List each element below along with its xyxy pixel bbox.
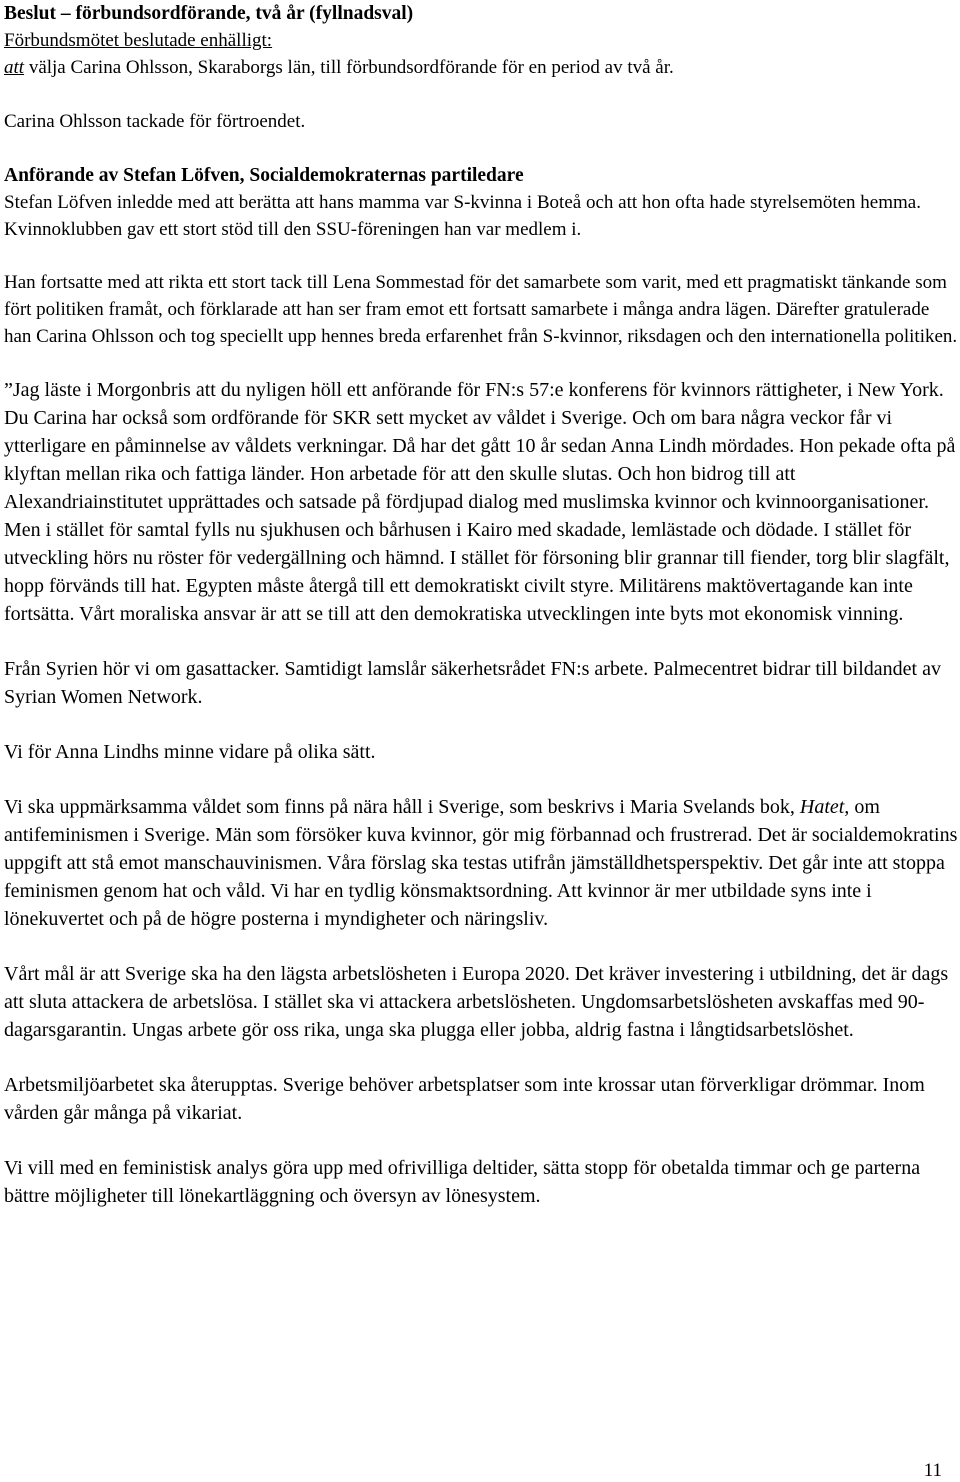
speech-quote-para-5: Vårt mål är att Sverige ska ha den lägsta arbetslösheten i Europa 2020. Det kräver investering i utbildning, det är dags att sluta attackera de arbetslösa. I stället ska vi attackera arbetslösheten. Ungdomsarbetslösheten avskaffas med 90-dagarsgarantin. Ungas arbete gör oss rika, unga ska plugga eller jobba, aldrig fastna i långtidsarbetslöshet. (4, 963, 949, 1041)
att-word: att (4, 57, 25, 78)
document-page (4, 0, 958, 1210)
para-4-end: om antifeminismen i Sverige. Män som försöker kuva kvinnor, gör mig förbannad och frustrerad. Det är socialdemokratins uppgift att stå emot manschauvinismen. Våra förslag ska testas utifrån jämställdhetsperspektiv. Det går inte att stoppa feminismen genom hat och våld. Vi har en tydlig könsmaktsordning. Att kvinnor är mer utbildade syns inte i lönekuvertet och på de högre posterna i myndigheter och näringsliv. (4, 796, 958, 930)
speech-quote-para-6: Arbetsmiljöarbetet ska återupptas. Sverige behöver arbetsplatser som inte krossar utan förverkligar drömmar. Inom vården går många på vikariat. (4, 1074, 925, 1124)
section-heading-decision: Beslut – förbundsordförande, två år (fyllnadsval) (4, 3, 414, 24)
book-title: Hatet, (799, 796, 850, 818)
speech-quote-para-4 (4, 793, 958, 933)
speech-quote-para-2: Från Syrien hör vi om gasattacker. Samtidigt lamslår säkerhetsrådet FN:s arbete. Palmecentret bidrar till bildandet av Syrian Women Network. (4, 658, 941, 708)
decision-body: välja Carina Ohlsson, Skaraborgs län, till förbundsordförande för en period av två år. (24, 57, 674, 78)
speech-summary-para-2: Han fortsatte med att rikta ett stort tack till Lena Sommestad för det samarbete som varit, med ett pragmatiskt tänkande som fört politiken framåt, och förklarade att han ser fram emot ett fortsatt samarbete i många andra lägen. Därefter gratulerade han Carina Ohlsson och tog speciellt upp hennes breda erfarenhet från S-kvinnor, riksdagen och den internationella politiken. (4, 272, 958, 347)
decision-text (4, 54, 958, 81)
speech-quote-para-7: Vi vill med en feministisk analys göra upp med ofrivilliga deltider, sätta stopp för obetalda timmar och ge parterna bättre möjligheter till lönekartläggning och översyn av lönesystem. (4, 1157, 921, 1207)
thanks-line: Carina Ohlsson tackade för förtroendet. (4, 111, 306, 132)
para-4-start: Vi ska uppmärksamma våldet som finns på nära håll i Sverige, som beskrivs i Maria Svelands bok, (4, 796, 800, 818)
speech-quote-para-1: ”Jag läste i Morgonbris att du nyligen höll ett anförande för FN:s 57:e konferens för kvinnors rättigheter, i New York. Du Carina har också som ordförande för SKR sett mycket av våldet i Sverige. Och om bara några veckor får vi ytterligare en påminnelse av våldets verkningar. Då har det gått 10 år sedan Anna Lindh mördades. Hon pekade ofta på klyftan mellan rika och fattiga länder. Hon arbetade för att den skulle slutas. Och hon bidrog till att Alexandriainstitutet upprättades och satsade på fördjupad dialog med muslimska kvinnor och kvinnoorganisationer. Men i stället för samtal fylls nu sjukhusen och bårhusen i Kairo med skadade, lemlästade och dödade. I stället för utveckling hörs nu röster för vedergällning och hämnd. I stället för försoning blir grannar till fiender, torg blir slagfält, hopp förvänds till hat. Egypten måste återgå till ett demokratiskt civilt styre. Militärens maktövertagande kan inte fortsätta. Vårt moraliska ansvar är att se till att den demokratiska utvecklingen inte byts mot ekonomisk vinning. (4, 379, 956, 625)
speech-summary-para-1: Stefan Löfven inledde med att berätta att hans mamma var S-kvinna i Boteå och att hon ofta hade styrelsemöten hemma. Kvinnoklubben gav ett stort stöd till den SSU-föreningen han var medlem i. (4, 192, 921, 240)
speech-quote-para-3: Vi för Anna Lindhs minne vidare på olika sätt. (4, 741, 376, 763)
decision-intro: Förbundsmötet beslutade enhälligt: (4, 30, 273, 51)
section-heading-speech: Anförande av Stefan Löfven, Socialdemokraternas partiledare (4, 165, 524, 186)
page-number: 11 (923, 1460, 942, 1481)
